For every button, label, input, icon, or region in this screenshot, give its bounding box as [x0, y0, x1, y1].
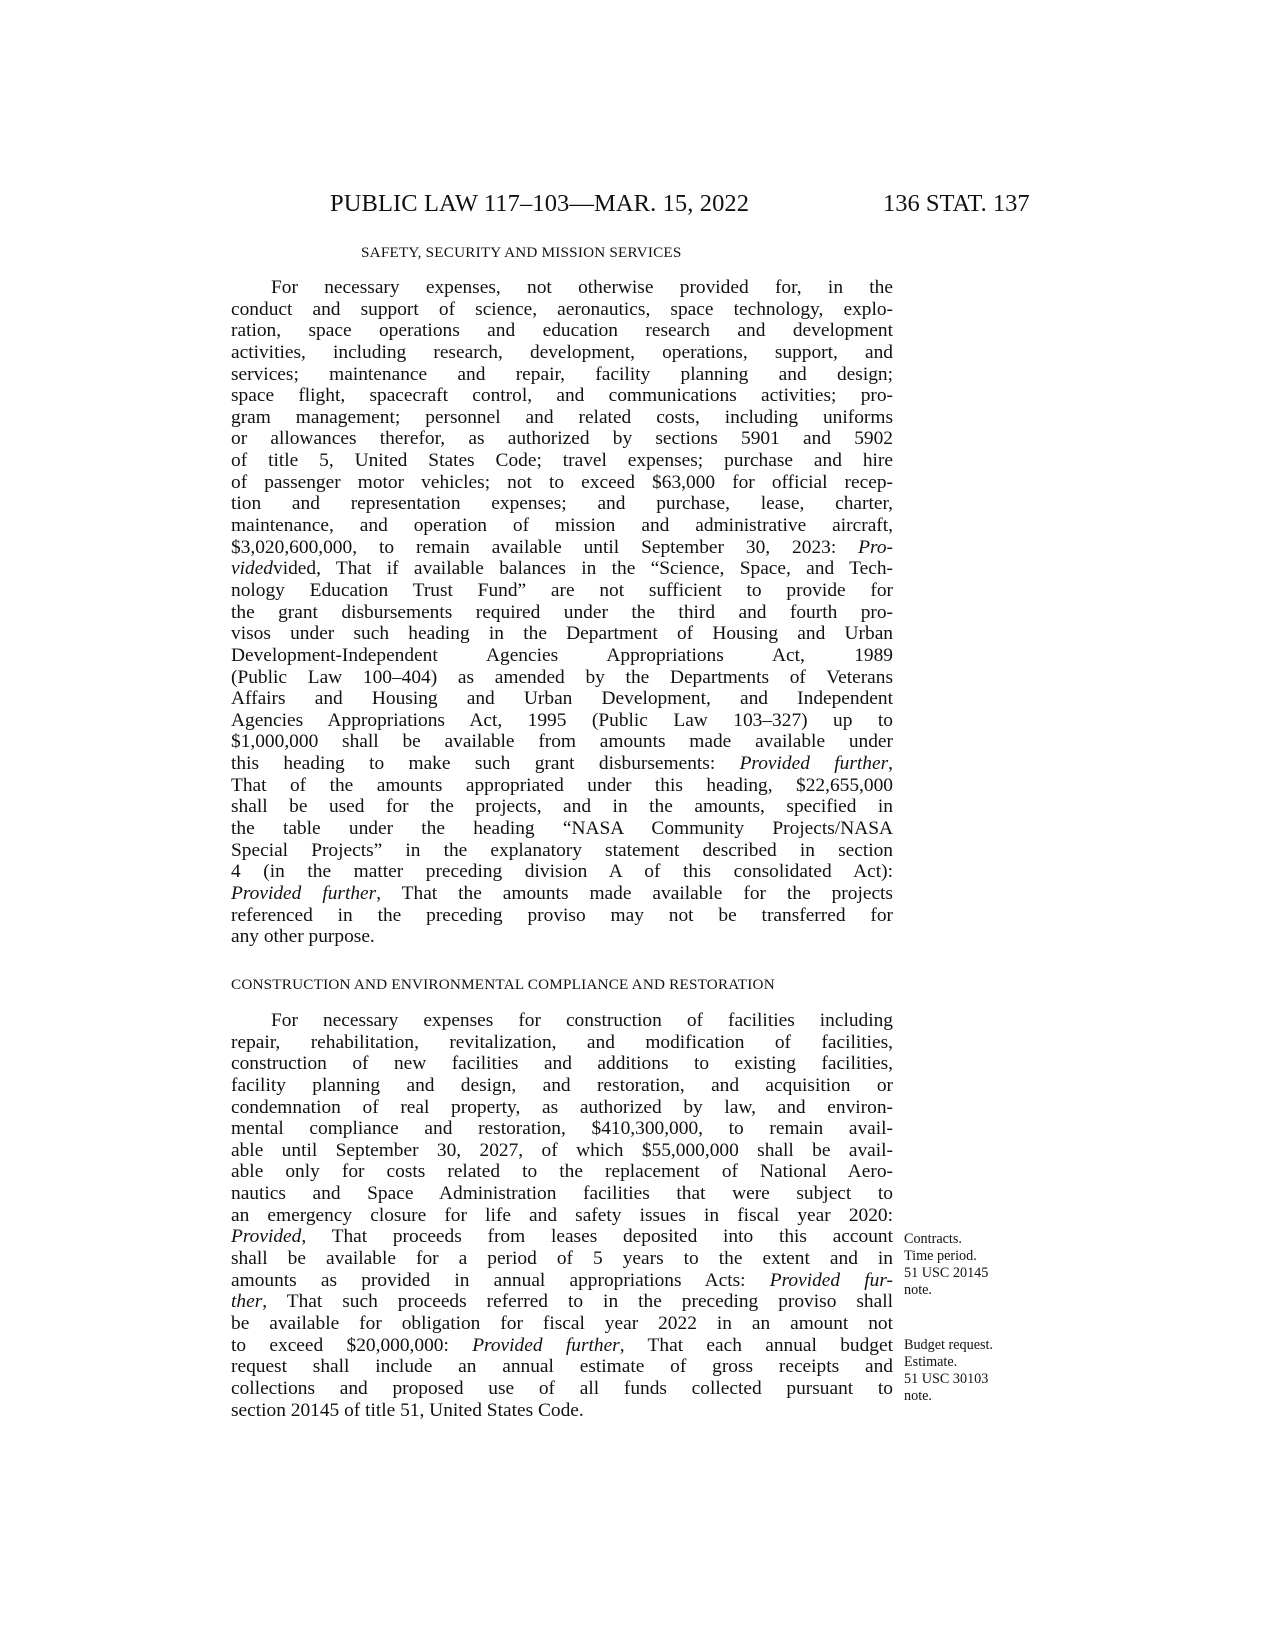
text-line: maintenance, and operation of mission and administrative aircraft, — [231, 515, 893, 537]
marginal-note-contracts — [904, 1231, 1044, 1299]
marginal-note-line: 51 USC 20145 — [904, 1265, 989, 1281]
section-heading-construction: CONSTRUCTION AND ENVIRONMENTAL COMPLIANCE AND RESTORATION — [231, 976, 775, 993]
text-line: Affairs and Housing and Urban Development, and Independent — [231, 688, 893, 710]
text-line: Agencies Appropriations Act, 1995 (Public Law 103–327) up to — [231, 709, 893, 731]
text-line: facility planning and design, and restoration, and acquisition or — [231, 1074, 893, 1096]
text-line: tion and representation expenses; and purchase, lease, charter, — [231, 493, 893, 515]
italic-term: Provided fur- — [769, 1269, 893, 1291]
text-segment: this heading to make such grant disbursements: — [231, 753, 716, 775]
running-title: PUBLIC LAW 117–103—MAR. 15, 2022 — [330, 190, 750, 217]
italic-term: Provided further — [231, 882, 377, 904]
marginal-note-line: Estimate. — [904, 1354, 958, 1370]
text-line: able until September 30, 2027, of which $55,000,000 shall be avail- — [231, 1139, 893, 1161]
text-segment: to exceed $20,000,000: — [231, 1334, 449, 1356]
section-body-safety-security — [231, 277, 893, 948]
text-segment: amounts as provided in annual appropriations Acts: — [231, 1269, 746, 1291]
text-line: an emergency closure for life and safety issues in fiscal year 2020: — [231, 1204, 893, 1226]
text-line: $1,000,000 shall be available from amounts made available under — [231, 731, 893, 753]
text-line: referenced in the preceding proviso may not be transferred for — [231, 904, 893, 926]
text-line — [231, 558, 893, 580]
text-line: this heading to make such grant disbursements: Provided further, — [231, 753, 893, 775]
page-stat-number: 136 STAT. 137 — [883, 190, 1030, 217]
italic-term: Pro- — [858, 536, 893, 558]
text-segment: , That each annual budget — [619, 1334, 893, 1356]
text-segment: $3,020,600,000, to remain available until September 30, 2023: — [231, 536, 837, 558]
text-line: of title 5, United States Code; travel expenses; purchase and hire — [231, 450, 893, 472]
text-segment: , That proceeds from leases deposited into this account — [301, 1226, 893, 1248]
text-line: section 20145 of title 51, United States Code. — [231, 1399, 584, 1421]
text-line: Development-Independent Agencies Appropriations Act, 1989 — [231, 644, 893, 666]
text-line: Special Projects” in the explanatory statement described in section — [231, 839, 893, 861]
italic-term: Provided — [231, 1226, 302, 1248]
text-segment: , That such proceeds referred to in the preceding proviso shall — [262, 1291, 893, 1313]
marginal-note-line: Time period. — [904, 1248, 977, 1264]
text-line: 4 (in the matter preceding division A of this consolidated Act): — [231, 861, 893, 883]
text-line — [231, 537, 893, 559]
text-line: condemnation of real property, as authorized by law, and environ- — [231, 1096, 893, 1118]
text-line: conduct and support of science, aeronautics, space technology, explo- — [231, 298, 893, 320]
italic-term: vided — [231, 558, 273, 580]
text-line: the grant disbursements required under the third and fourth pro- — [231, 601, 893, 623]
text-line: be available for obligation for fiscal year 2022 in an amount not — [231, 1312, 893, 1334]
section-heading-safety-security: SAFETY, SECURITY AND MISSION SERVICES — [361, 244, 682, 261]
text-line: gram management; personnel and related costs, including uniforms — [231, 406, 893, 428]
text-line: For necessary expenses, not otherwise provided for, in the — [271, 277, 893, 298]
text-line: (Public Law 100–404) as amended by the Departments of Veterans — [231, 666, 893, 688]
text-line: of passenger motor vehicles; not to exceed $63,000 for official recep- — [231, 471, 893, 493]
marginal-note-line: Budget request. — [904, 1337, 994, 1353]
italic-term: ther — [231, 1291, 263, 1313]
marginal-note-budget-request — [904, 1337, 1044, 1405]
text-line: the table under the heading “NASA Community Projects/NASA — [231, 818, 893, 840]
text-line: shall be available for a period of 5 years to the extent and in — [231, 1248, 893, 1270]
marginal-note-line: Contracts. — [904, 1231, 962, 1247]
text-segment: vided, That if available balances in the “Science, Space, and Tech- — [273, 558, 893, 580]
marginal-note-line: 51 USC 30103 — [904, 1371, 989, 1387]
text-line — [231, 1226, 893, 1248]
text-line: construction of new facilities and additions to existing facilities, — [231, 1053, 893, 1075]
italic-term: Provided further — [472, 1334, 620, 1356]
text-line: repair, rehabilitation, revitalization, and modification of facilities, — [231, 1031, 893, 1053]
text-line: nology Education Trust Fund” are not sufficient to provide for — [231, 579, 893, 601]
text-line: shall be used for the projects, and in the amounts, specified in — [231, 796, 893, 818]
marginal-note-line: note. — [904, 1388, 932, 1404]
italic-term: Provided further — [739, 753, 889, 775]
text-line: collections and proposed use of all funds collected pursuant to — [231, 1377, 893, 1399]
text-line: mental compliance and restoration, $410,300,000, to remain avail- — [231, 1118, 893, 1140]
text-line — [231, 1291, 893, 1313]
text-line: space flight, spacecraft control, and communications activities; pro- — [231, 385, 893, 407]
text-line: able only for costs related to the replacement of National Aero- — [231, 1161, 893, 1183]
marginal-note-line: note. — [904, 1282, 932, 1298]
text-line — [231, 1335, 893, 1357]
text-line: request shall include an annual estimate of gross receipts and — [231, 1356, 893, 1378]
text-line: or allowances therefor, as authorized by sections 5901 and 5902 — [231, 428, 893, 450]
text-line: That of the amounts appropriated under this heading, $22,655,000 — [231, 774, 893, 796]
section-body-construction — [231, 1010, 893, 1421]
text-line: activities, including research, development, operations, support, and — [231, 341, 893, 363]
text-line: visos under such heading in the Department of Housing and Urban — [231, 623, 893, 645]
text-line: For necessary expenses for construction of facilities including — [271, 1010, 893, 1031]
text-line: any other purpose. — [231, 926, 375, 948]
text-segment: , That the amounts made available for the projects — [376, 882, 893, 904]
text-line: nautics and Space Administration facilities that were subject to — [231, 1183, 893, 1205]
text-line — [231, 1270, 893, 1292]
text-line: ration, space operations and education research and development — [231, 320, 893, 342]
running-head — [330, 190, 1030, 226]
text-line — [231, 883, 893, 905]
text-line: services; maintenance and repair, facility planning and design; — [231, 363, 893, 385]
